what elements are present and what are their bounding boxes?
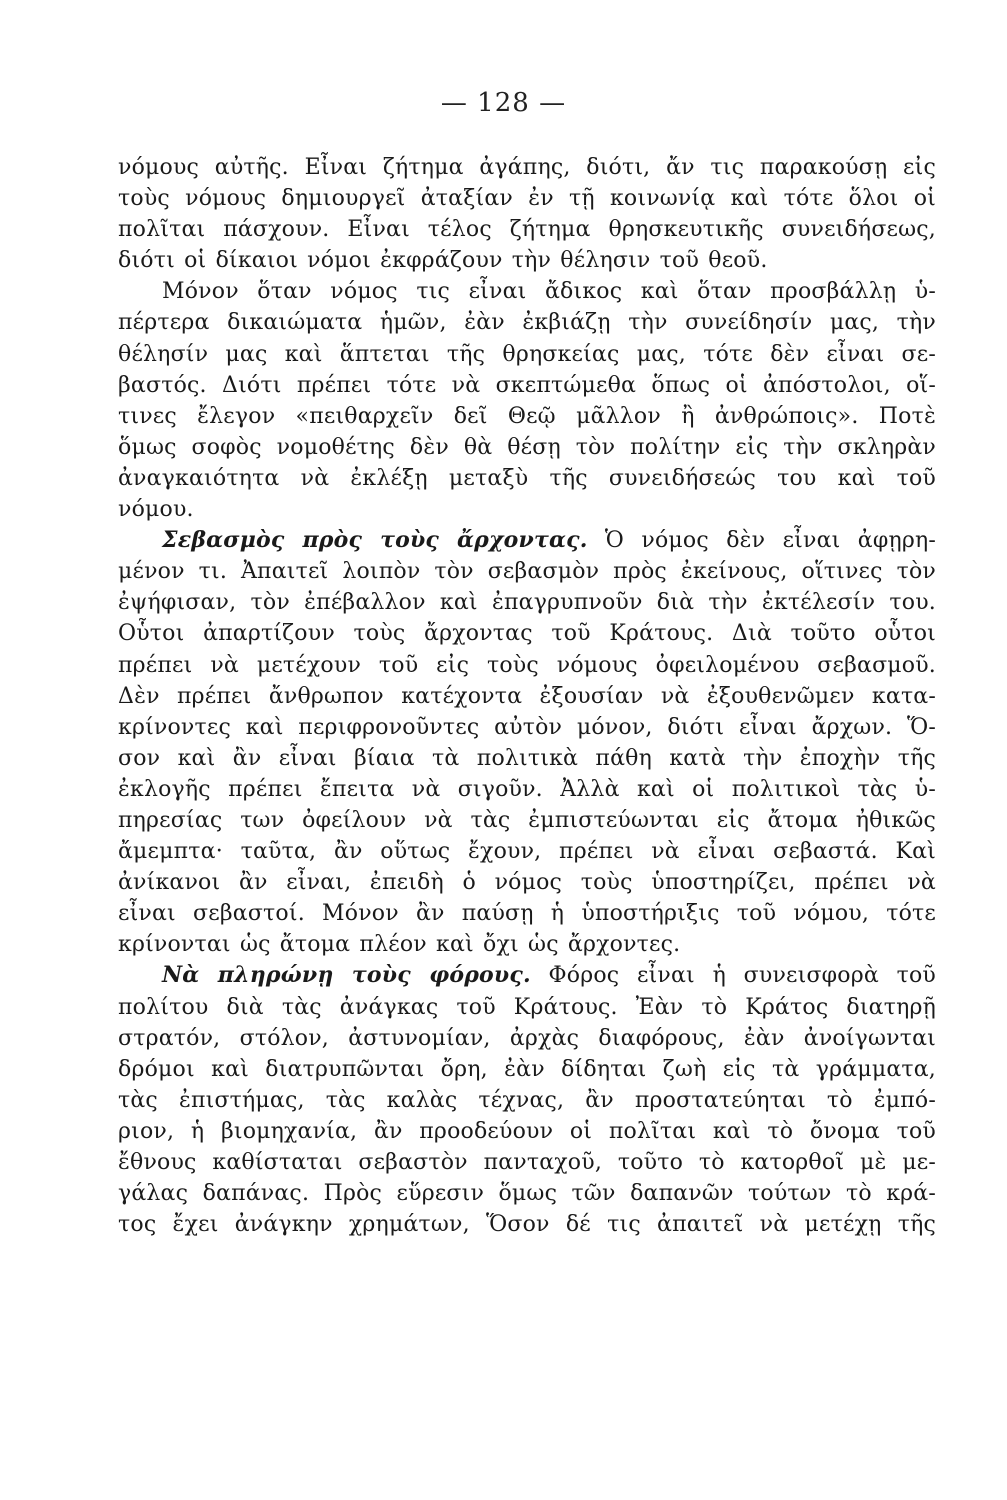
text-line: [118, 1023, 936, 1054]
text-run: τοὺς νόμους δημιουργεῖ ἀταξίαν ἐν τῇ κοινωνίᾳ καὶ τότε ὅλοι οἱ: [118, 186, 936, 212]
text-run: θέλησίν μας καὶ ἅπτεται τῆς θρησκείας μας, τότε δὲν εἶναι σε-: [118, 341, 936, 367]
text-run: πολίτου διὰ τὰς ἀνάγκας τοῦ Κράτους. Ἐὰν τὸ Κράτος διατηρῇ: [118, 994, 936, 1020]
text-run: κρίνονται ὡς ἄτομα πλέον καὶ ὄχι ὡς ἄρχοντες.: [118, 932, 681, 958]
text-line: [118, 370, 936, 401]
text-run: ἐψήφισαν, τὸν ἐπέβαλλον καὶ ἐπαγρυπνοῦν διὰ τὴν ἐκτέλεσίν του.: [118, 590, 936, 616]
section-heading: Σεβασμὸς πρὸς τοὺς ἄρχοντας.: [162, 527, 588, 554]
text-run: εἶναι σεβαστοί. Μόνον ἂν παύσῃ ἡ ὑποστήριξις τοῦ νόμου, τότε: [118, 901, 936, 927]
text-line: [118, 992, 936, 1023]
text-run: ἀναγκαιότητα νὰ ἐκλέξῃ μεταξὺ τῆς συνειδήσεώς του καὶ τοῦ: [118, 465, 936, 491]
text-run: τὰς ἐπιστήμας, τὰς καλὰς τέχνας, ἂν προστατεύηται τὸ ἐμπό-: [118, 1087, 936, 1113]
text-line: [118, 525, 936, 556]
text-run: πολῖται πάσχουν. Εἶναι τέλος ζήτημα θρησκευτικῆς συνειδήσεως,: [118, 217, 936, 243]
text-run: κρίνοντες καὶ περιφρονοῦντες αὐτὸν μόνον, διότι εἶναι ἄρχων. Ὅ-: [118, 714, 936, 740]
text-run: Μόνον ὅταν νόμος τις εἶναι ἄδικος καὶ ὅταν προσβάλλῃ ὑ-: [162, 279, 936, 305]
text-run: δρόμοι καὶ διατρυπῶνται ὄρη, ἐὰν δίδηται ζωὴ εἰς τὰ γράμματα,: [118, 1056, 936, 1082]
text-line: [118, 836, 936, 867]
text-run: τος ἔχει ἀνάγκην χρημάτων, Ὅσον δέ τις ἀπαιτεῖ νὰ μετέχῃ τῆς: [118, 1212, 936, 1238]
text-line: [118, 1054, 936, 1085]
text-run: πρέπει νὰ μετέχουν τοῦ εἰς τοὺς νόμους ὀφειλομένου σεβασμοῦ.: [118, 652, 936, 678]
text-run: γάλας δαπάνας. Πρὸς εὕρεσιν ὅμως τῶν δαπανῶν τούτων τὸ κρά-: [118, 1181, 936, 1207]
text-line: [118, 929, 936, 960]
text-line: [118, 152, 936, 183]
text-run: ριον, ἡ βιομηχανία, ἂν προοδεύουν οἱ πολῖται καὶ τὸ ὄνομα τοῦ: [118, 1118, 936, 1144]
text-line: [118, 960, 936, 991]
text-run: μένον τι. Ἀπαιτεῖ λοιπὸν τὸν σεβασμὸν πρὸς ἐκείνους, οἵτινες τὸν: [118, 559, 936, 585]
text-run: νόμου.: [118, 497, 194, 523]
text-run: Ὁ νόμος δὲν εἶναι ἀφῃρη-: [587, 528, 936, 554]
text-line: [118, 307, 936, 338]
text-run: ἐκλογῆς πρέπει ἔπειτα νὰ σιγοῦν. Ἀλλὰ καὶ οἱ πολιτικοὶ τὰς ὑ-: [118, 776, 936, 802]
section-heading: Νὰ πληρώνῃ τοὺς φόρους.: [162, 962, 531, 989]
text-line: [118, 681, 936, 712]
text-run: διότι οἱ δίκαιοι νόμοι ἐκφράζουν τὴν θέλησιν τοῦ θεοῦ.: [118, 248, 768, 274]
text-line: [118, 805, 936, 836]
text-line: [118, 898, 936, 929]
text-line: [118, 214, 936, 245]
text-line: [118, 587, 936, 618]
text-run: ἄμεμπτα· ταῦτα, ἂν οὕτως ἔχουν, πρέπει νὰ εἶναι σεβαστά. Καὶ: [118, 839, 936, 865]
text-line: [118, 463, 936, 494]
text-line: [118, 245, 936, 276]
text-run: Δὲν πρέπει ἄνθρωπον κατέχοντα ἐξουσίαν νὰ ἐξουθενῶμεν κατα-: [118, 683, 936, 709]
text-run: τινες ἔλεγον «πειθαρχεῖν δεῖ Θεῷ μᾶλλον ἢ ἀνθρώποις». Ποτὲ: [118, 403, 936, 429]
text-run: πηρεσίας των ὀφείλουν νὰ τὰς ἐμπιστεύωνται εἰς ἄτομα ἠθικῶς: [118, 807, 936, 833]
text-run: ἔθνους καθίσταται σεβαστὸν πανταχοῦ, τοῦτο τὸ κατορθοῖ μὲ με-: [118, 1150, 936, 1175]
text-line: [118, 183, 936, 214]
text-line: [118, 556, 936, 587]
body-text: [118, 152, 936, 1240]
text-run: σον καὶ ἂν εἶναι βίαια τὰ πολιτικὰ πάθη κατὰ τὴν ἐποχὴν τῆς: [118, 745, 936, 771]
text-line: [118, 276, 936, 307]
text-line: [118, 432, 936, 463]
text-line: [118, 618, 936, 649]
text-run: Οὗτοι ἀπαρτίζουν τοὺς ἄρχοντας τοῦ Κράτους. Διὰ τοῦτο οὗτοι: [118, 621, 936, 647]
text-run: ὅμως σοφὸς νομοθέτης δὲν θὰ θέσῃ τὸν πολίτην εἰς τὴν σκληρὰν: [118, 434, 936, 460]
text-run: ἀνίκανοι ἂν εἶναι, ἐπειδὴ ὁ νόμος τοὺς ὑποστηρίζει, πρέπει νὰ: [118, 870, 936, 896]
text-run: νόμους αὐτῆς. Εἶναι ζήτημα ἀγάπης, διότι, ἄν τις παρακούσῃ εἰς: [118, 155, 936, 180]
text-line: [118, 1116, 936, 1147]
text-line: [118, 339, 936, 370]
text-line: [118, 743, 936, 774]
text-line: [118, 401, 936, 432]
text-run: Φόρος εἶναι ἡ συνεισφορὰ τοῦ: [530, 963, 936, 989]
text-run: πέρτερα δικαιώματα ἡμῶν, ἐὰν ἐκβιάζῃ τὴν συνείδησίν μας, τὴν: [118, 310, 936, 336]
text-line: [118, 867, 936, 898]
text-line: [118, 1178, 936, 1209]
text-run: βαστός. Διότι πρέπει τότε νὰ σκεπτώμεθα ὅπως οἱ ἀπόστολοι, οἵ-: [118, 372, 936, 398]
page-number: — 128 —: [440, 88, 567, 118]
text-line: [118, 712, 936, 743]
text-line: [118, 774, 936, 805]
text-line: [118, 494, 936, 525]
text-line: [118, 1147, 936, 1178]
text-line: [118, 1085, 936, 1116]
text-line: [118, 650, 936, 681]
text-line: [118, 1209, 936, 1240]
text-run: στρατόν, στόλον, ἀστυνομίαν, ἀρχὰς διαφόρους, ἐὰν ἀνοίγωνται: [118, 1025, 936, 1051]
